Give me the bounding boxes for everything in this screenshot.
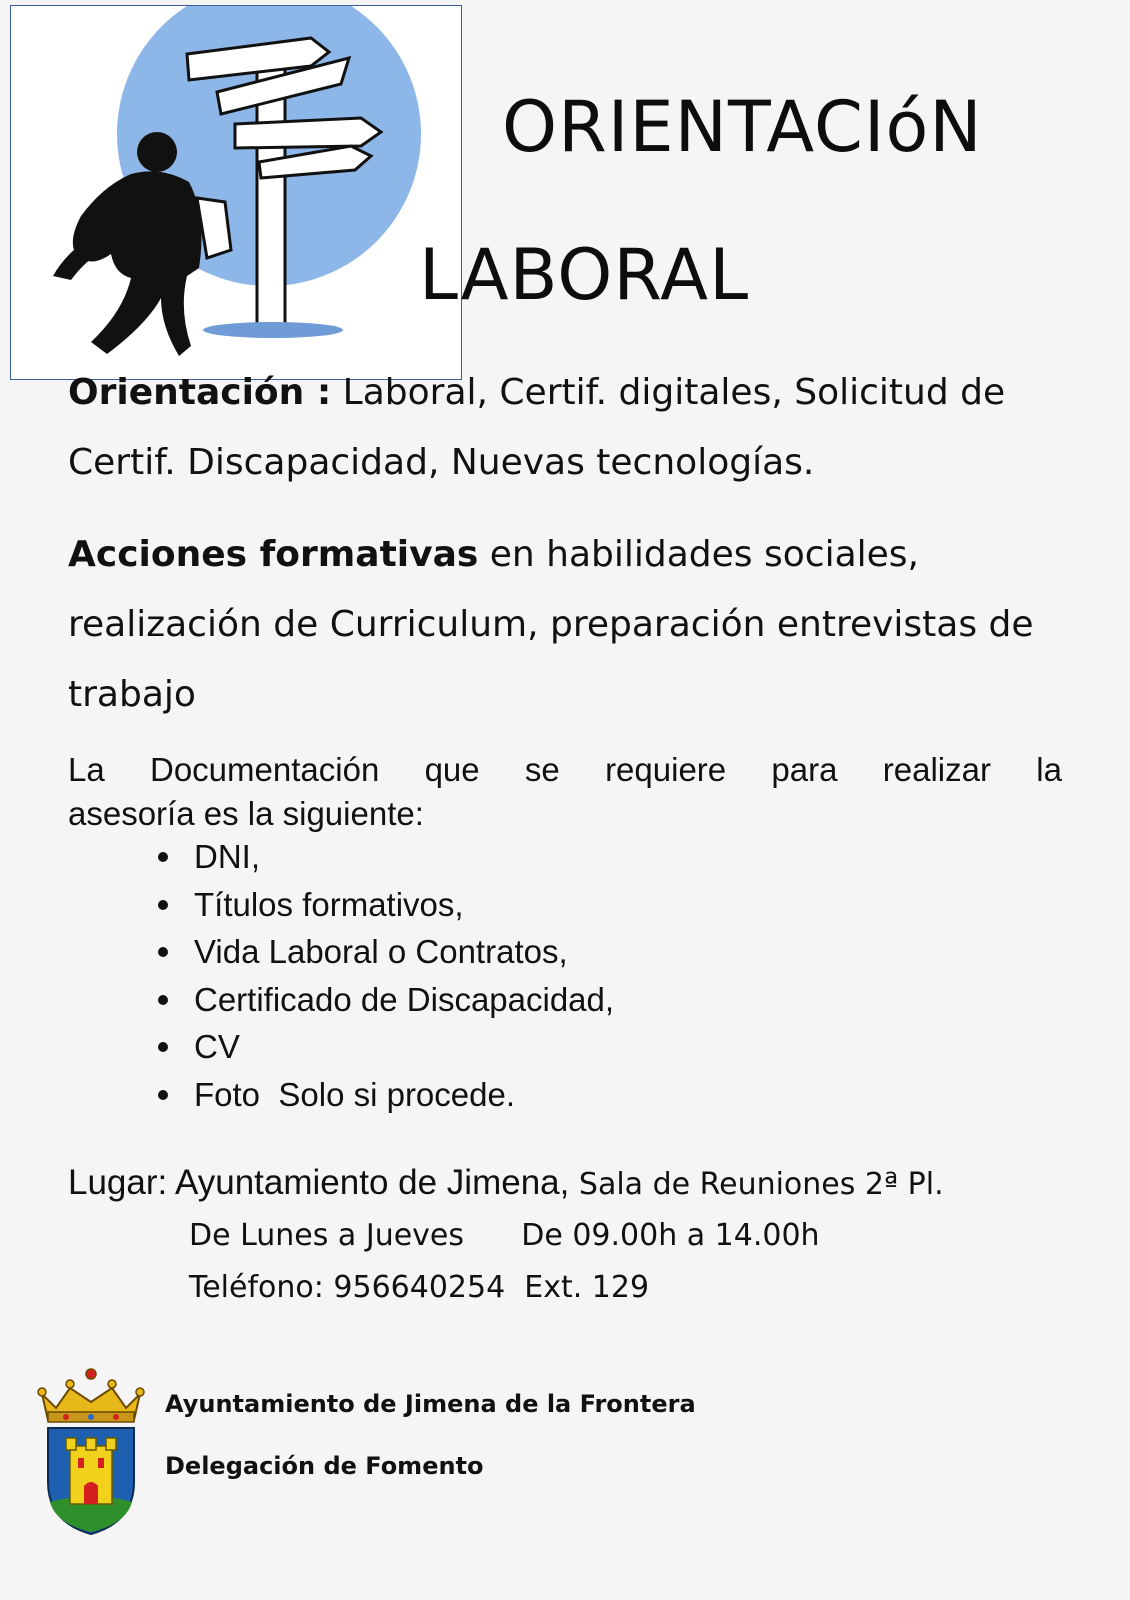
intro-word: La [68,751,105,788]
list-item [150,1023,614,1071]
orientacion-label: Orientación : [68,372,332,413]
list-item [150,1071,614,1119]
title-laboral: LABORAL [419,234,750,316]
intro-word: realizar [882,751,991,788]
list-item [150,928,614,976]
lugar-line [68,1163,944,1203]
organization-name: Ayuntamiento de Jimena de la Frontera [165,1390,696,1418]
required-documents-list [150,833,614,1118]
list-item [150,881,614,929]
list-item-text: Certificado de Discapacidad, [194,980,615,1018]
telefono-line: Teléfono: 956640254 Ext. 129 [189,1270,650,1305]
horario-line: De Lunes a Jueves De 09.00h a 14.00h [189,1218,820,1253]
intro-word: para [771,751,838,788]
intro-word: que [424,751,480,788]
orientacion-text: Laboral, Certif. digitales, Solicitud de Certif. Discapacidad, Nuevas tecnologías. [68,372,1006,483]
acciones-paragraph [68,520,1068,730]
walking-man-signpost-icon [11,6,462,380]
documentacion-intro-line2: asesoría es la siguiente: [68,795,424,832]
list-item [150,976,614,1024]
list-item-text: CV [194,1028,240,1065]
intro-word: Documentación [150,751,380,788]
intro-word: requiere [605,751,727,788]
bullet-icon [158,852,168,862]
list-item-text: Títulos formativos, [194,885,464,923]
acciones-label: Acciones formativas [68,534,479,575]
lugar-room: Sala de Reuniones 2ª Pl. [569,1167,944,1202]
intro-word: la [1036,751,1062,788]
list-item-text: Vida Laboral o Contratos, [194,933,568,970]
documentacion-intro-line1 [68,748,1062,792]
title-orientacion: ORIENTACIóN [502,86,983,168]
lugar-place: Lugar: Ayuntamiento de Jimena, [68,1163,570,1202]
acciones-text: en habilidades sociales, realización de Curriculum, preparación entrevistas de trabajo [68,534,1034,715]
signpost-illustration [10,5,462,380]
bullet-icon [158,1042,168,1052]
bullet-icon [158,947,168,957]
list-item-text: Foto Solo si procede. [194,1075,516,1113]
bullet-icon [158,900,168,910]
bullet-icon [158,995,168,1005]
list-item-text: DNI, [194,838,260,875]
list-item [150,833,614,881]
intro-word: se [524,751,560,788]
coat-of-arms-icon [36,1362,146,1542]
delegation-name: Delegación de Fomento [165,1452,484,1480]
orientacion-paragraph [68,358,1068,498]
bullet-icon [158,1090,168,1100]
documentacion-intro [68,748,1062,836]
